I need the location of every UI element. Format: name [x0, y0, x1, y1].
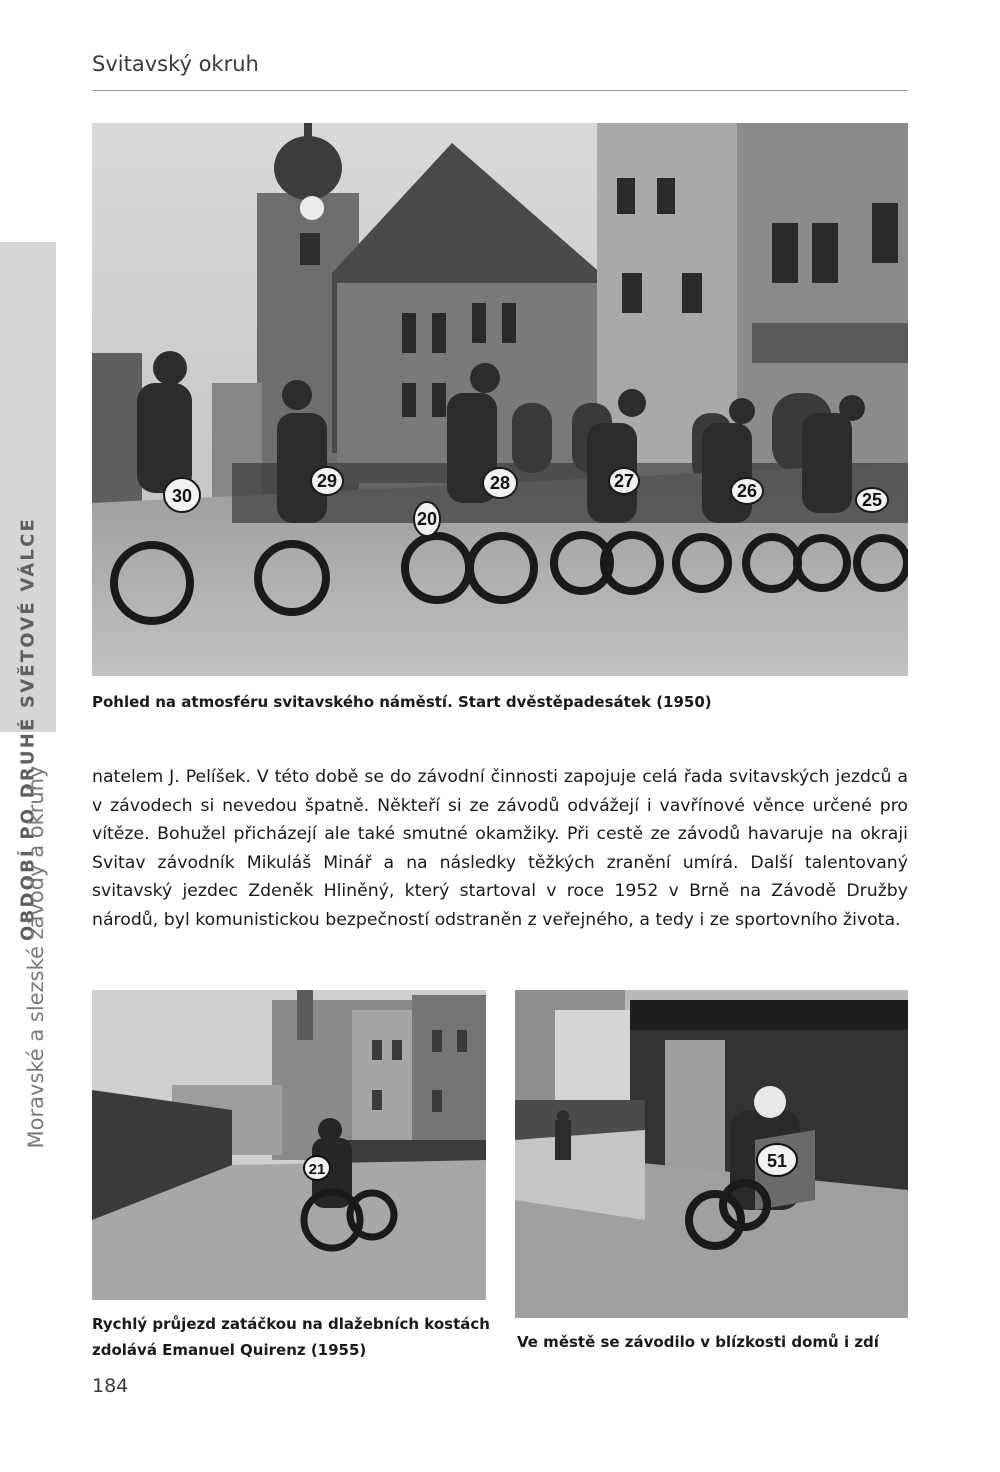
running-title: Svitavský okruh: [92, 52, 259, 76]
start-number-29: 29: [316, 471, 338, 491]
start-number-51: 51: [766, 1151, 788, 1171]
start-number-30: 30: [171, 486, 193, 506]
caption-left-photo: [92, 1311, 492, 1363]
section-title-vertical: Moravské a slezské závody a okruhy: [24, 765, 48, 1149]
start-number-20: 20: [416, 509, 438, 529]
header-rule: [92, 90, 908, 91]
body-text: [92, 763, 908, 934]
page-number: 184: [92, 1375, 129, 1397]
chapter-tab: [0, 242, 56, 941]
start-number-27: 27: [613, 471, 635, 491]
body-paragraph: natelem J. Pelíšek. V této době se do závodní činnosti zapojuje celá řada svitavských jezdců a v závodech si nevedou špatně. Někteří si ze závodů odvážejí i vavřínové věnce určené pro vítěze. Bohužel přicházejí ale také smutné okamžiky. Při cestě ze závodů havaruje na okraji Svitav závodník Mikuláš Minář a na následky těžkých zranění umírá. Další talentovaný svitavský jezdec Zdeněk Hliněný, který startoval v roce 1952 v Brně na Závodě Družby národů, byl komunistickou bezpečností odstraněn z veřejného, a tedy i ze sportovního života.: [92, 767, 908, 930]
photo-quirenz-cornering: [92, 990, 486, 1300]
caption-left-line-2: zdolává Emanuel Quirenz (1955): [92, 1341, 367, 1359]
photo-rider-near-wall: [515, 990, 908, 1318]
start-number-26: 26: [736, 481, 758, 501]
caption-main-photo: Pohled na atmosféru svitavského náměstí. Start dvěstěpadesátek (1950): [92, 693, 712, 711]
caption-right-photo: Ve městě se závodilo v blízkosti domů i zdí: [517, 1333, 879, 1351]
chapter-tab-label: OBDOBÍ PO DRUHÉ SVĚTOVÉ VÁLCE: [17, 517, 39, 941]
start-number-28: 28: [489, 473, 511, 493]
start-number-25: 25: [861, 490, 883, 510]
start-number-21: 21: [308, 1161, 326, 1178]
caption-left-line-1: Rychlý průjezd zatáčkou na dlažebních kostách: [92, 1315, 490, 1333]
photo-town-square-start: [92, 123, 908, 676]
